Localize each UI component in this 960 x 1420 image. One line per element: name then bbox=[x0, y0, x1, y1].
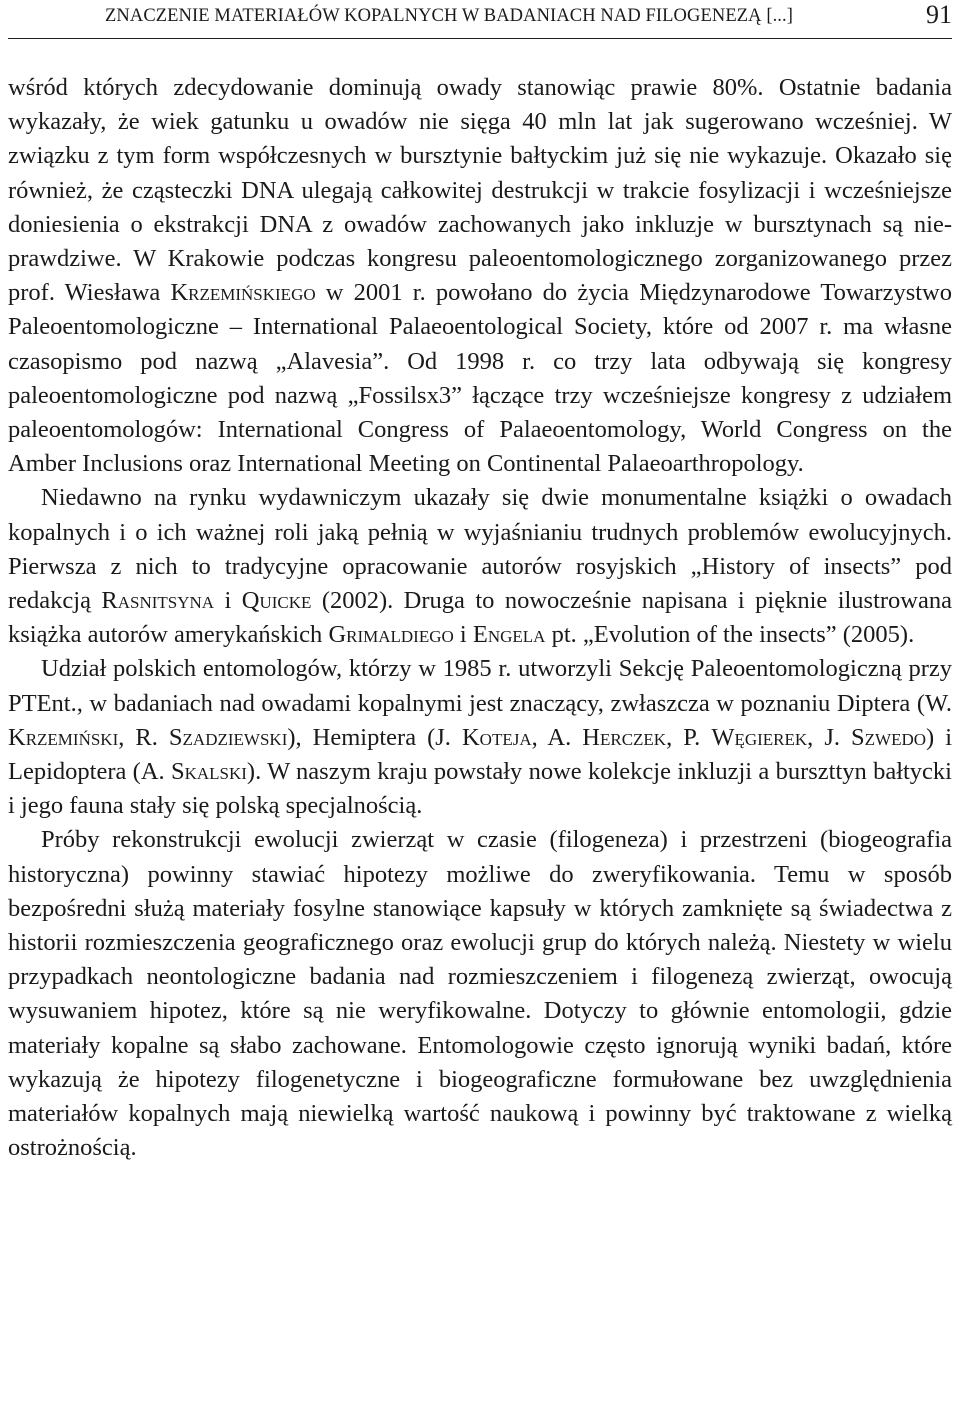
text-run: ), Hemiptera (J. bbox=[287, 723, 462, 751]
author-name: Rasnitsyna bbox=[101, 587, 215, 615]
author-name: Węgierek bbox=[711, 723, 808, 751]
text-run: ) i Lepidoptera (A. bbox=[8, 723, 953, 786]
article-body bbox=[8, 71, 952, 1166]
text-run: (2002). Druga to nowocześnie napisana i pięknie ilustrowana książka autorów amerykańskich bbox=[8, 587, 952, 649]
author-name: Skalski bbox=[170, 758, 247, 786]
author-name: Quicke bbox=[241, 587, 312, 615]
paragraph-2 bbox=[8, 481, 952, 652]
author-name: Koteja bbox=[461, 723, 532, 751]
author-name: Grimaldiego bbox=[328, 621, 454, 649]
text-run: Niedawno na rynku wydawniczym ukazały się dwie monumentalne książki o owadach kopalnych i o ich ważnej roli jaką pełnią w wyjaśnianiu trudnych problemów ewolucyjnych. Pierwsza z nich to tradycyjne opracowanie autorów rosyjskich „History of insects” pod redakcją bbox=[8, 484, 952, 615]
text-run: ). W naszym kraju powstały nowe kolekcje inkluzji a burszttyn bałtycki i jego fauna stały się polską specjalnością. bbox=[8, 758, 952, 820]
text-run: Próby rekonstrukcji ewolucji zwierząt w czasie (filogeneza) i przestrzeni (biogeografia historyczna) powinny stawiać hipotezy możliwe do zweryfikowania. Temu w sposób bezpośredni służą materiały fosylne stanowiące kapsuły w których zamknięte są świadectwa z historii rozmieszczenia geograficznego oraz ewolucji grup do których należą. Niestety w wielu przypadkach neontologiczne badania nad rozmieszczeniem i filogenezą zwierząt, owocują wysuwaniem hipotez, które są nie weryfikowalne. Dotyczy to głównie entomologii, gdzie materiały kopalne są słabo zachowane. Entomologowie często ignorują wyniki badań, które wykazują że hipotezy filogenetyczne i biogeograficzne formułowane bez uwzględnienia materiałów kopalnych mają niewielką wartość naukową i powinny być traktowane z wielką ostrożnością. bbox=[8, 826, 952, 1162]
text-run: wśród których zdecydowanie dominują owady stanowiąc prawie 80%. Ostatnie badania wykazały, że wiek gatunku u owadów nie sięga 40 mln lat jak sugerowano wcześniej. W związku z tym form współczesnych w bursztynie bałtyckim już się nie wykazuje. Okazało się również, że cząsteczki DNA ulegają całkowitej destrukcji w trakcie fosylizacji i wcześniejsze doniesienia o ekstrakcji DNA z owadów zachowanych jako inkluzje w bursztynach są nieprawdziwe. W Krakowie podczas kongresu paleoentomologicznego zorganizowanego przez prof. Wiesława bbox=[8, 74, 952, 307]
author-name: Szadziewski bbox=[168, 723, 288, 751]
text-run: , A. bbox=[531, 723, 583, 751]
text-run: , R. bbox=[118, 723, 169, 751]
text-run: i bbox=[453, 621, 473, 649]
author-name: Krzemińskiego bbox=[170, 279, 316, 307]
running-header bbox=[8, 0, 952, 39]
paragraph-3 bbox=[8, 652, 952, 823]
text-run: , J. bbox=[807, 723, 852, 751]
author-name: Szwedo bbox=[851, 723, 927, 751]
text-run: , P. bbox=[666, 723, 712, 751]
text-run: i bbox=[214, 587, 242, 615]
author-name: Herczek bbox=[582, 723, 667, 751]
author-name: Engela bbox=[472, 621, 546, 649]
page-number: 91 bbox=[926, 0, 952, 29]
text-run: w 2001 r. powołano do życia Międzynarodowe Towarzystwo Paleoentomologiczne – International Palaeoentological Society, które od 2007 r. ma własne czasopismo pod nazwą „Alavesia”. Od 1998 r. co trzy lata odbywają się kongresy paleoentomologiczne pod nazwą „Fossilsx3” łączące trzy wcześniejsze kongresy z udziałem paleoentomologów: International Congress of Palaeoentomology, World Congress on the Amber Inclusions oraz International Meeting on Continental Palaeoarthropology. bbox=[8, 279, 952, 478]
paragraph-1 bbox=[8, 71, 952, 481]
text-run: Udział polskich entomologów, którzy w 1985 r. utworzyli Sekcję Paleoentomologiczną przy PTEnt., w badaniach nad owadami kopalnymi jest znaczący, zwłaszcza w poznaniu Diptera (W. bbox=[8, 655, 952, 717]
paragraph-4 bbox=[8, 823, 952, 1165]
text-run: pt. „Evolution of the insects” (2005). bbox=[545, 621, 915, 649]
author-name: Krzemiński bbox=[8, 723, 119, 751]
running-title: ZNACZENIE MATERIAŁÓW KOPALNYCH W BADANIACH NAD FILOGENEZĄ [...] bbox=[105, 6, 794, 26]
